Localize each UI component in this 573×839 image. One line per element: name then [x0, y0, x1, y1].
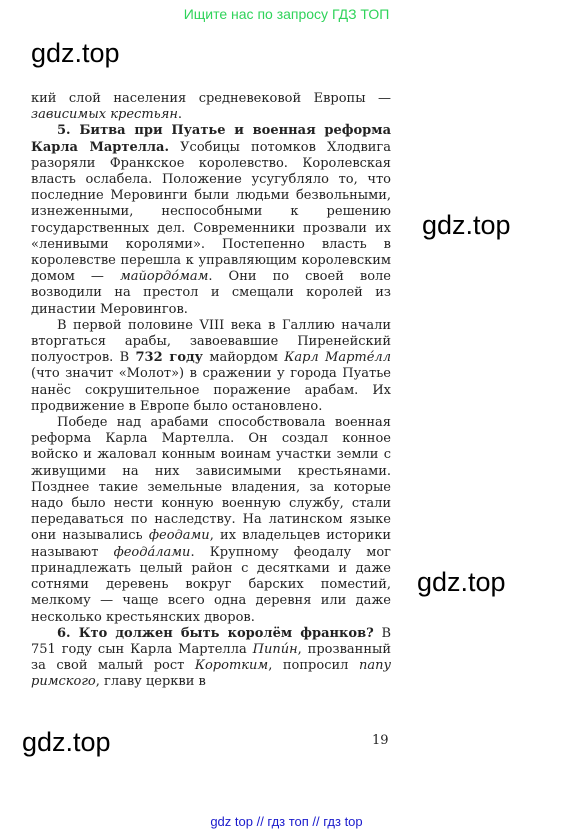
- page-number: 19: [372, 733, 389, 748]
- watermark-logo: gdz.top: [31, 38, 120, 68]
- paragraph: кий слой населения средневековой Европы — зависимых крестьян.: [31, 91, 391, 123]
- paragraph: В первой половине VIII века в Галлию начали вторгаться арабы, завоевавшие Пиренейский полуостров. В 732 году майордом Карл Марте́лл (что значит «Молот») в сражении у города Пуатье нанёс сокрушительное поражение арабам. Их продвижение в Европе было остановлено.: [31, 317, 391, 414]
- watermark-logo: gdz.top: [22, 727, 111, 757]
- section-heading: 6. Кто должен быть королём франков?: [57, 625, 374, 641]
- paragraph: Победе над арабами способствовала военная реформа Карла Мартелла. Он создал конное войско и жаловал конным воинам участки земли с живущими на них зависимыми крестьянами. Позднее такие земельные владения, за которые надо было нести конную военную службу, стали передаваться по наследству. На латинском языке они назывались феодами, их владельцев историки называют феода́лами. Крупному феодалу мог принадлежать целый район с десятками и даже сотнями деревень вокруг барских поместий, мелкому — чаще всего одна деревня или даже несколько крестьянских дворов.: [31, 415, 392, 625]
- watermark-logo: gdz.top: [417, 567, 506, 597]
- paragraph: 5. Битва при Пуатье и военная реформа Карла Мартелла. Усобицы потомков Хлодвига разоряли Франкское королевство. Королевская власть ослабела. Положение усугубляло то, что последние Меровинги были людьми безвольными, изнеженными, неспособными к решению государственных дел. Современники прозвали их «ленивыми королями». Постепенно власть в королевстве перешла к управляющим королевским домом — майордо́мам. Они по своей воле возводили на престол и смещали королей из династии Меровингов.: [31, 123, 391, 317]
- watermark-logo: gdz.top: [422, 210, 511, 240]
- section-heading: 5. Битва при Пуатье и военная реформа Карла Мартелла.: [31, 123, 391, 155]
- search-banner: Ищите нас по запросу ГДЗ ТОП: [183, 6, 390, 22]
- textbook-page: [31, 91, 391, 691]
- footer-links: gdz top // гдз топ // гдз top: [210, 814, 363, 829]
- paragraph: 6. Кто должен быть королём франков? В 751 году сын Карла Мартелла Пипи́н, прозванный за свой малый рост Коротким, попросил папу римского, главу церкви в: [31, 625, 392, 690]
